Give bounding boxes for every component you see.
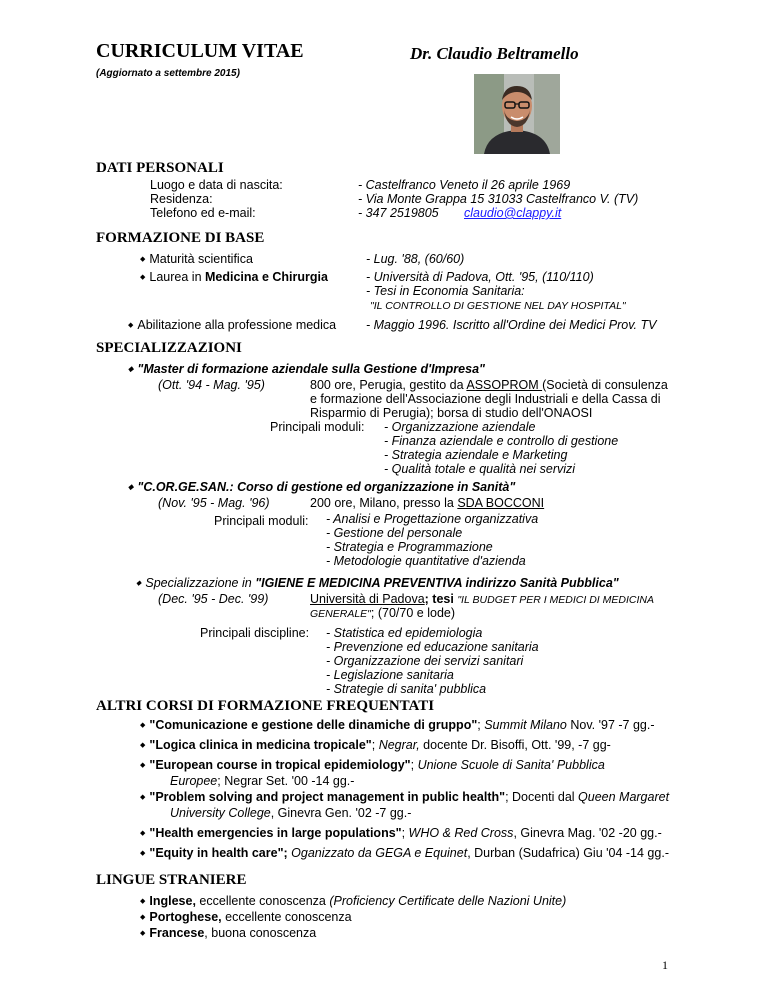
corgesan-module: - Strategia e Programmazione — [326, 540, 493, 554]
course-item: ◆ "European course in tropical epidemiology"; Unione Scuole di Sanita' Pubblica — [140, 758, 605, 772]
course-item: ◆ "Health emergencies in large populations"; WHO & Red Cross, Ginevra Mag. '02 -20 gg.- — [140, 826, 662, 840]
corgesan-module: - Gestione del personale — [326, 526, 463, 540]
igiene-discipline: - Statistica ed epidemiologia — [326, 626, 483, 640]
igiene-line-1: Università di Padova; tesi "IL BUDGET PER I MEDICI DI MEDICINA — [310, 592, 654, 606]
abilitazione-value: - Maggio 1996. Iscritto all'Ordine dei Medici Prov. TV — [366, 318, 657, 332]
master-date: (Ott. '94 - Mag. '95) — [158, 378, 265, 392]
corgesan-modules-label: Principali moduli: — [214, 514, 309, 528]
course-item: ◆ "Logica clinica in medicina tropicale"; Negrar, docente Dr. Bisoffi, Ott. '99, -7 gg- — [140, 738, 611, 752]
laurea-value: - Università di Padova, Ott. '95, (110/110) — [366, 270, 594, 284]
section-education-heading: FORMAZIONE DI BASE — [96, 230, 265, 246]
master-line-1: 800 ore, Perugia, gestito da ASSOPROM (Società di consulenza — [310, 378, 668, 392]
laurea-thesis-label: - Tesi in Economia Sanitaria: — [366, 284, 525, 298]
master-module: - Finanza aziendale e controllo di gestione — [384, 434, 619, 448]
course-item: ◆ "Comunicazione e gestione delle dinamiche di gruppo"; Summit Milano Nov. '97 -7 gg.- — [140, 718, 655, 732]
corgesan-title: ◆ "C.OR.GE.SAN.: Corso di gestione ed organizzazione in Sanità" — [128, 480, 515, 494]
author-name: Dr. Claudio Beltramello — [410, 44, 579, 63]
maturita-label: ◆ Maturità scientifica — [140, 252, 253, 266]
birth-label: Luogo e data di nascita: — [150, 178, 283, 192]
phone-label: Telefono ed e-mail: — [150, 206, 256, 220]
section-languages-heading: LINGUE STRANIERE — [96, 872, 247, 888]
igiene-date: (Dec. '95 - Dec. '99) — [158, 592, 269, 606]
residence-label: Residenza: — [150, 192, 213, 206]
email-link[interactable]: claudio@clappy.it — [464, 206, 562, 220]
residence-value: - Via Monte Grappa 15 31033 Castelfranco V. (TV) — [358, 192, 639, 206]
course-item-continuation: University College, Ginevra Gen. '02 -7 gg.- — [170, 806, 412, 820]
master-line-3: Risparmio di Perugia); borsa di studio dell'ONAOSI — [310, 406, 593, 420]
master-line-2: e formazione dell'Associazione degli Industriali e della Cassa di — [310, 392, 661, 406]
master-module: - Qualità totale e qualità nei servizi — [384, 462, 576, 476]
section-specializations-heading: SPECIALIZZAZIONI — [96, 340, 242, 356]
igiene-discipline: - Legislazione sanitaria — [326, 668, 454, 682]
language-item: ◆ Inglese, eccellente conoscenza (Proficiency Certificate delle Nazioni Unite) — [140, 894, 566, 908]
master-module: - Organizzazione aziendale — [384, 420, 536, 434]
corgesan-line-1: 200 ore, Milano, presso la SDA BOCCONI — [310, 496, 545, 510]
abilitazione-label: ◆ Abilitazione alla professione medica — [128, 318, 336, 332]
course-item: ◆ "Problem solving and project management in public health"; Docenti dal Queen Margaret — [140, 790, 669, 804]
corgesan-module: - Metodologie quantitative d'azienda — [326, 554, 526, 568]
igiene-title: ◆ Specializzazione in "IGIENE E MEDICINA PREVENTIVA indirizzo Sanità Pubblica" — [136, 576, 619, 590]
igiene-discipline: - Prevenzione ed educazione sanitaria — [326, 640, 539, 654]
laurea-thesis-title: "IL CONTROLLO DI GESTIONE NEL DAY HOSPITAL" — [370, 300, 626, 312]
course-item-continuation: Europee; Negrar Set. '00 -14 gg.- — [170, 774, 355, 788]
maturita-value: - Lug. '88, (60/60) — [366, 252, 465, 266]
section-personal-heading: DATI PERSONALI — [96, 160, 224, 176]
master-module: - Strategia aziendale e Marketing — [384, 448, 568, 462]
course-item: ◆ "Equity in health care"; Oganizzato da GEGA e Equinet, Durban (Sudafrica) Giu '04 -14 gg.- — [140, 846, 669, 860]
igiene-line-2: GENERALE"; (70/70 e lode) — [310, 606, 456, 620]
corgesan-date: (Nov. '95 - Mag. '96) — [158, 496, 270, 510]
igiene-discipline: - Strategie di sanita' pubblica — [326, 682, 487, 696]
master-title: ◆ "Master di formazione aziendale sulla Gestione d'Impresa" — [128, 362, 485, 376]
phone-value: - 347 2519805 — [358, 206, 439, 220]
language-item: ◆ Portoghese, eccellente conoscenza — [140, 910, 352, 924]
birth-value: - Castelfranco Veneto il 26 aprile 1969 — [358, 178, 571, 192]
section-courses-heading: ALTRI CORSI DI FORMAZIONE FREQUENTATI — [96, 698, 435, 714]
language-item: ◆ Francese, buona conoscenza — [140, 926, 316, 940]
update-date: (Aggiornato a settembre 2015) — [96, 68, 240, 79]
cv-title: CURRICULUM VITAE — [96, 40, 304, 62]
igiene-discipline: - Organizzazione dei servizi sanitari — [326, 654, 524, 668]
corgesan-module: - Analisi e Progettazione organizzativa — [326, 512, 539, 526]
igiene-disciplines-label: Principali discipline: — [200, 626, 310, 640]
page-number: 1 — [662, 958, 668, 972]
profile-photo — [474, 74, 560, 154]
master-modules-label: Principali moduli: — [270, 420, 365, 434]
laurea-label: ◆ Laurea in Medicina e Chirurgia — [140, 270, 328, 284]
